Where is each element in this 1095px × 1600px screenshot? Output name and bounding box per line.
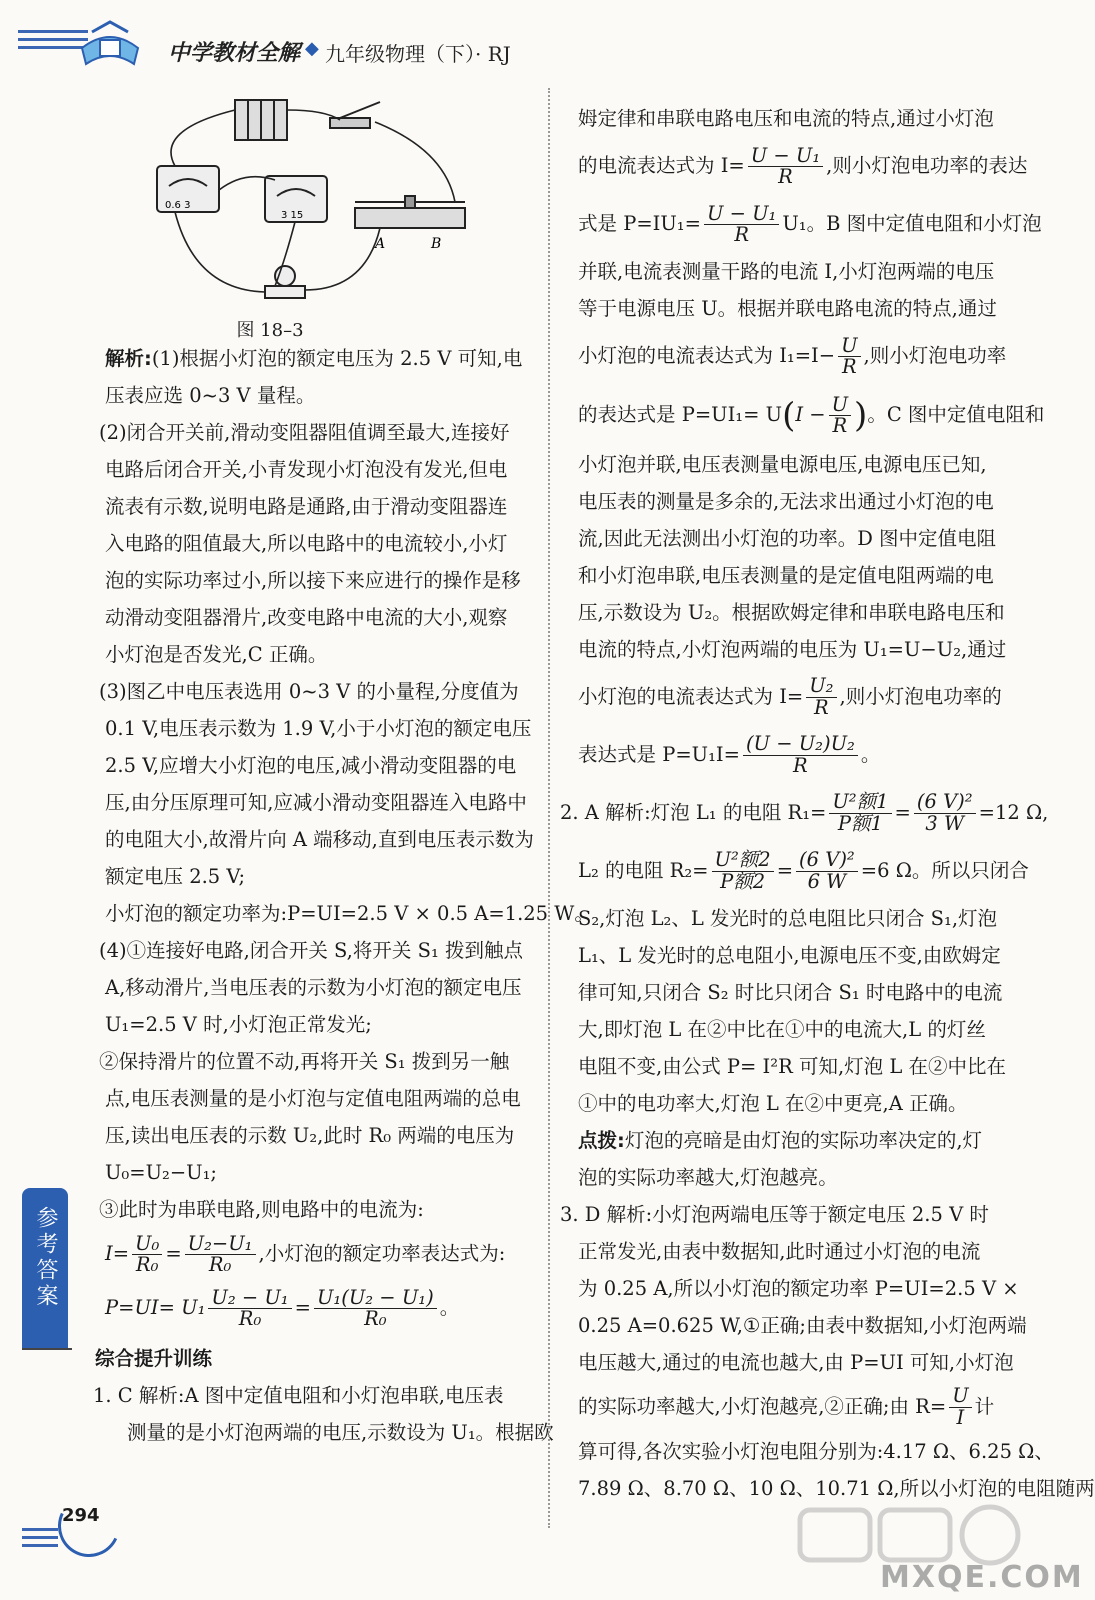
left-text-line: 流表有示数,说明电路是通路,由于滑动变阻器连 bbox=[105, 495, 508, 518]
frac-i-l2: $\frac{\text{U₂−U₁}}{\text{R₀}}$ bbox=[185, 1234, 256, 1276]
right-text-line: 电压越大,通过的电流也越大,由 P=UI 可知,小灯泡 bbox=[578, 1350, 1014, 1374]
frac-i1-par: $\frac{U}{R}$ bbox=[838, 336, 860, 378]
right-column bbox=[560, 100, 1095, 1507]
frac-r1b: $\frac{\text{(6 V)²}}{3 W}$ bbox=[914, 792, 976, 834]
bulb bbox=[265, 266, 305, 298]
rheostat-label-a: A bbox=[375, 236, 386, 252]
right-text-line: 泡的实际功率越大,灯泡越亮。 bbox=[578, 1165, 838, 1189]
right-text-line: ①中的电功率大,灯泡 L 在②中更亮,A 正确。 bbox=[578, 1091, 968, 1115]
left-text-line: U₀=U₂−U₁; bbox=[105, 1161, 218, 1184]
q1-line-a: 1. C 解析:A 图中定值电阻和小灯泡串联,电压表 bbox=[93, 1384, 504, 1407]
right-text-line: 3. D 解析:小灯泡两端电压等于额定电压 2.5 V 时 bbox=[560, 1202, 989, 1226]
frac-p-l2: $\frac{\text{U₁(U₂ − U₁)}}{\text{R₀}}$ bbox=[314, 1288, 437, 1330]
page-header bbox=[0, 0, 1045, 80]
answer-side-tab: 参考答案 bbox=[22, 1188, 68, 1348]
left-text-line: 的电阻大小,故滑片向 A 端移动,直到电压表示数为 bbox=[105, 828, 534, 851]
right-line-8: 小灯泡并联,电压表测量电源电压,电源电压已知, bbox=[578, 452, 987, 476]
right-line-10: 流,因此无法测出小灯泡的功率。D 图中定值电阻 bbox=[578, 526, 997, 550]
left-text-block bbox=[99, 340, 594, 1228]
right-line-4: 并联,电流表测量干路的电流 I,小灯泡两端的电压 bbox=[578, 260, 995, 283]
frac-p-l1: $\frac{\text{U₂ − U₁}}{\text{R₀}}$ bbox=[208, 1288, 291, 1330]
left-text-line: (4)①连接好电路,闭合开关 S,将开关 S₁ 拨到触点 bbox=[99, 939, 523, 962]
right-line-3: 式是 P=IU₁= $\frac{\text{U − U₁}}{R}$ U₁。B 图中定值电阻和小灯泡 bbox=[578, 201, 1042, 246]
frac-i-l: $\frac{\text{U₀}}{\text{R₀}}$ bbox=[132, 1234, 162, 1276]
series-title: 中学教材全解 bbox=[168, 41, 301, 66]
right-text-line: 为 0.25 A,所以小灯泡的额定功率 P=UI=2.5 V × bbox=[578, 1276, 1019, 1300]
left-text-line: (2)闭合开关前,滑动变阻器阻值调至最大,连接好 bbox=[99, 421, 510, 444]
q1-line-b: 测量的是小灯泡两端的电压,示数设为 U₁。根据欧 bbox=[127, 1421, 554, 1444]
frac-r-ui: $\frac{U}{I}$ bbox=[949, 1386, 971, 1428]
left-column bbox=[93, 340, 594, 1451]
right-line-5: 等于电源电压 U。根据并联电路电流的特点,通过 bbox=[578, 297, 997, 320]
side-tab-underline bbox=[22, 1348, 72, 1350]
left-text-line: 额定电压 2.5 V; bbox=[105, 865, 246, 888]
right-text-line: 电阻不变,由公式 P= I²R 可知,灯泡 L 在②中比在 bbox=[578, 1054, 1007, 1078]
circuit-figure bbox=[135, 90, 535, 308]
left-text-line: 解析:(1)根据小灯泡的额定电压为 2.5 V 可知,电 bbox=[105, 347, 523, 370]
right-line-7: 的表达式是 P=UI₁= U(I − $\frac{U}{R}$ )。C 图中定值电阻和 bbox=[578, 392, 1045, 437]
page-number: 294 bbox=[62, 1505, 100, 1526]
left-text-line: U₁=2.5 V 时,小灯泡正常发光; bbox=[105, 1013, 372, 1036]
rheostat bbox=[355, 196, 465, 228]
right-line-9: 电压表的测量是多余的,无法求出通过小灯泡的电 bbox=[578, 489, 994, 513]
frac-r2a: U²额2 P额2 bbox=[712, 850, 774, 892]
left-text-line: 小灯泡的额定功率为:P=UI=2.5 V × 0.5 A=1.25 W。 bbox=[105, 902, 594, 925]
right-line-2: 的电流表达式为 I= $\frac{\text{U − U₁}}{R}$ ,则小灯泡电功率的表达 bbox=[578, 143, 1028, 188]
right-line-1: 姆定律和串联电路电压和电流的特点,通过小灯泡 bbox=[578, 107, 994, 130]
left-text-line: 2.5 V,应增大小灯泡的电压,减小滑动变阻器的电 bbox=[105, 754, 517, 777]
frac-p-d: $\frac{\text{(U − U₂)U₂}}{R}$ bbox=[743, 734, 858, 776]
left-formula-power: P=UI= U₁ $\frac{\text{U₂ − U₁}}{\text{R₀}}$ = $\frac{\text{U₁(U₂ − U₁)}}{\text{R₀}}$ 。 bbox=[105, 1285, 460, 1330]
frac-i-d: $\frac{\text{U₂}}{R}$ bbox=[806, 676, 836, 718]
figure-caption: 图 18–3 bbox=[236, 320, 304, 341]
book-logo-icon bbox=[78, 18, 142, 70]
right-text-line: S₂,灯泡 L₂、L 发光时的总电阻比只闭合 S₁,灯泡 bbox=[578, 906, 998, 930]
left-text-line: 0.1 V,电压表示数为 1.9 V,小于小灯泡的额定电压 bbox=[105, 717, 532, 740]
left-text-line: (3)图乙中电压表选用 0~3 V 的小量程,分度值为 bbox=[99, 680, 519, 703]
right-text-line: 律可知,只闭合 S₂ 时比只闭合 S₁ 时电路中的电流 bbox=[578, 980, 1003, 1004]
right-line-r-ui: 的实际功率越大,小灯泡越亮,②正确;由 R= $\frac{U}{I}$ 计 bbox=[578, 1384, 995, 1429]
keyword-label: 点拨: bbox=[578, 1128, 625, 1152]
voltmeter-scale-label: 3 15 bbox=[281, 210, 304, 221]
right-text-line: 大,即灯泡 L 在②中比在①中的电流大,L 的灯丝 bbox=[578, 1017, 986, 1041]
right-line-11: 和小灯泡串联,电压表测量的是定值电阻两端的电 bbox=[578, 563, 994, 587]
frac-p-par: $\frac{U}{R}$ bbox=[829, 395, 851, 437]
page-number-arc bbox=[49, 1486, 128, 1565]
right-line-last-3: 7.89 Ω、8.70 Ω、10 Ω、10.71 Ω,所以小灯泡的电阻随两 bbox=[578, 1476, 1095, 1500]
ammeter-scale-label: 0.6 3 bbox=[165, 200, 191, 211]
keyword-label: 解析: bbox=[105, 347, 152, 370]
left-text-line: 泡的实际功率过小,所以接下来应进行的操作是移 bbox=[105, 569, 521, 592]
frac-i-series: $\frac{\text{U − U₁}}{R}$ bbox=[748, 146, 823, 188]
battery bbox=[235, 100, 287, 140]
right-text-line: 正常发光,由表中数据知,此时通过小灯泡的电流 bbox=[578, 1239, 981, 1263]
switch bbox=[330, 102, 380, 128]
right-line-12: 压,示数设为 U₂。根据欧姆定律和串联电路电压和 bbox=[578, 600, 1005, 624]
left-text-line: 压,读出电压表的示数 U₂,此时 R₀ 两端的电压为 bbox=[105, 1124, 515, 1147]
header-separator: ◆ bbox=[305, 38, 319, 59]
q2-line-b: L₂ 的电阻 R₂= U²额2 P额2 = $\frac{\text{(6 V)²}}{6 W}$ =6 Ω。所以只闭合 bbox=[578, 848, 1029, 893]
right-line-14: 小灯泡的电流表达式为 I= $\frac{\text{U₂}}{R}$ ,则小灯泡电功率的 bbox=[578, 674, 1002, 719]
watermark-text: MXQE.COM bbox=[880, 1560, 1084, 1595]
left-text-line: 动滑动变阻器滑片,改变电路中电流的大小,观察 bbox=[105, 606, 508, 629]
frac-r1a: U²额1 P额1 bbox=[829, 792, 891, 834]
left-formula-current: I= $\frac{\text{U₀}}{\text{R₀}}$ = $\frac{\text{U₂−U₁}}{\text{R₀}}$ ,小灯泡的额定功率表达式为: bbox=[105, 1231, 506, 1276]
left-text-line: A,移动滑片,当电压表的示数为小灯泡的额定电压 bbox=[105, 976, 522, 999]
left-text-line: 小灯泡是否发光,C 正确。 bbox=[105, 643, 328, 666]
section-title: 综合提升训练 bbox=[95, 1347, 213, 1370]
right-text-block bbox=[560, 900, 1095, 1381]
left-text-line: 入电路的阻值最大,所以电路中的电流较小,小灯 bbox=[105, 532, 508, 555]
right-text-line: 点拨:灯泡的亮暗是由灯泡的实际功率决定的,灯 bbox=[578, 1128, 983, 1152]
frac-r2b: $\frac{\text{(6 V)²}}{6 W}$ bbox=[796, 850, 858, 892]
left-text-line: ②保持滑片的位置不动,再将开关 S₁ 拨到另一触 bbox=[99, 1050, 510, 1073]
left-text-line: 压表应选 0~3 V 量程。 bbox=[105, 384, 316, 407]
footer-decor-lines bbox=[22, 1528, 58, 1552]
left-text-line: 点,电压表测量的是小灯泡与定值电阻两端的总电 bbox=[105, 1087, 521, 1110]
book-title: 九年级物理（下）· RJ bbox=[325, 42, 511, 66]
left-text-line: ③此时为串联电路,则电路中的电流为: bbox=[99, 1198, 424, 1221]
right-line-13: 电流的特点,小灯泡两端的电压为 U₁=U−U₂,通过 bbox=[578, 637, 1007, 661]
right-line-15: 表达式是 P=U₁I= $\frac{\text{(U − U₂)U₂}}{R}$ 。 bbox=[578, 732, 881, 777]
right-line-last-2: 算可得,各次实验小灯泡电阻分别为:4.17 Ω、6.25 Ω、 bbox=[578, 1439, 1054, 1463]
right-text-line: L₁、L 发光时的总电阻小,电源电压不变,由欧姆定 bbox=[578, 943, 1001, 967]
left-text-line: 电路后闭合开关,小青发现小灯泡没有发光,但电 bbox=[105, 458, 508, 481]
left-text-line: 压,由分压原理可知,应减小滑动变阻器连入电路中 bbox=[105, 791, 527, 814]
right-text-line: 0.25 A=0.625 W,①正确;由表中数据知,小灯泡两端 bbox=[578, 1313, 1027, 1337]
rheostat-label-b: B bbox=[431, 236, 442, 252]
right-line-6: 小灯泡的电流表达式为 I₁=I− $\frac{U}{R}$ ,则小灯泡电功率 bbox=[578, 333, 1007, 378]
q2-line-a: 2. A 解析:灯泡 L₁ 的电阻 R₁= U²额1 P额1 = $\frac{\text{(6 V)²}}{3 W}$ =12 Ω, bbox=[560, 790, 1049, 835]
frac-p-series: $\frac{\text{U − U₁}}{R}$ bbox=[704, 204, 779, 246]
column-divider bbox=[548, 88, 550, 1528]
